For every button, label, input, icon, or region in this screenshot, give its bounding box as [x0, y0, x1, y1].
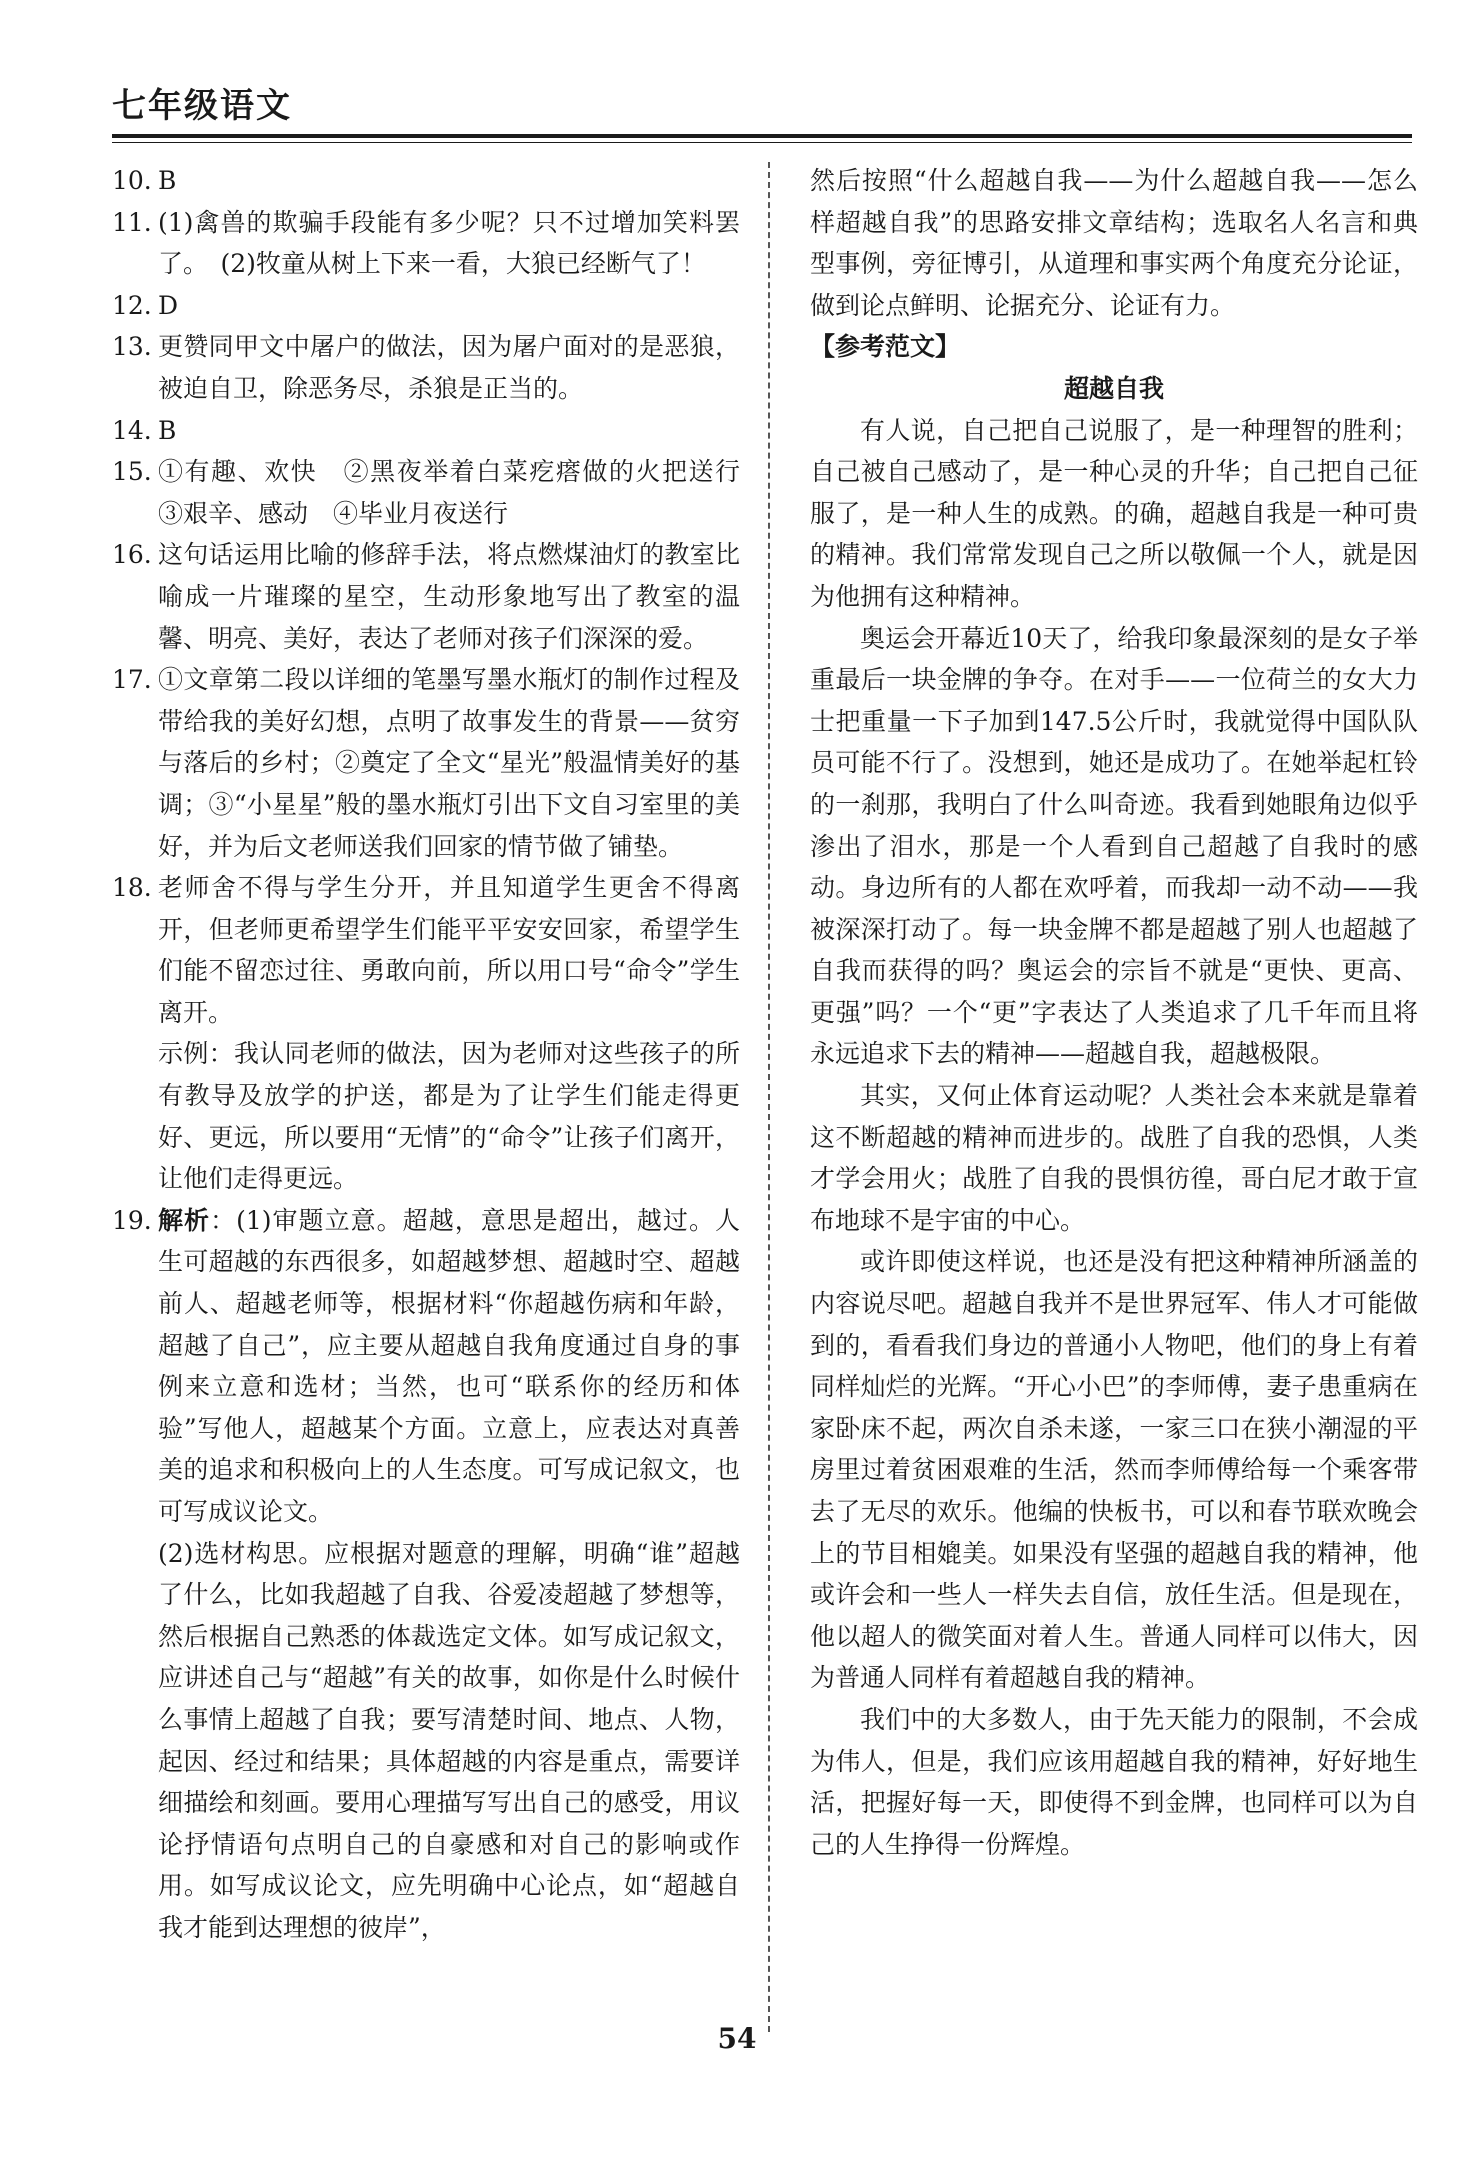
left-column: [112, 160, 766, 1949]
answer-18-example: 示例：我认同老师的做法，因为老师对这些孩子的所有教导及放学的护送，都是为了让学生们能走得更好、更远，所以要用“无情”的“命令”让孩子们离开，让他们走得更远。: [158, 1039, 740, 1194]
header-rule-thin: [112, 142, 1412, 143]
header-title: 七年级语文: [112, 86, 292, 126]
answer-number: 18.: [112, 873, 152, 903]
answer-text: 老师舍不得与学生分开，并且知道学生更舍不得离开，但老师更希望学生们能平平安安回家，希望学生们能不留恋过往、勇敢向前，所以用口号“命令”学生离开。: [158, 873, 740, 1027]
right-column: [810, 160, 1418, 1865]
answer-13: [112, 326, 740, 409]
essay-paragraph: 我们中的大多数人，由于先天能力的限制，不会成为伟人，但是，我们应该用超越自我的精神，好好地生活，把握好每一天，即使得不到金牌，也同样可以为自己的人生挣得一份辉煌。: [810, 1704, 1418, 1859]
answer-number: 11.: [112, 207, 152, 237]
answer-14: [112, 410, 740, 452]
answer-17: [112, 659, 740, 867]
essay-paragraph: 有人说，自己把自己说服了，是一种理智的胜利；自己被自己感动了，是一种心灵的升华；自己把自己征服了，是一种人生的成熟。的确，超越自我是一种可贵的精神。我们常常发现自己之所以敬佩一个人，就是因为他拥有这种精神。: [810, 415, 1418, 611]
analysis-part-1: ：(1)审题立意。超越，意思是超出，越过。人生可超越的东西很多，如超越梦想、超越时空、超越前人、超越老师等，根据材料“你超越伤病和年龄，超越了自己”，应主要从超越自我角度通过自身的事例来立意和选材；当然，也可“联系你的经历和体验”写他人，超越某个方面。立意上，应表达对真善美的追求和积极向上的人生态度。可写成记叙文，也可写成议论文。: [158, 1205, 740, 1526]
answer-number: 17.: [112, 665, 152, 695]
answer-number: 14.: [112, 415, 152, 445]
section-label: 【参考范文】: [810, 332, 961, 362]
page-number: 54: [717, 2022, 757, 2055]
answer-number: 16.: [112, 540, 152, 570]
answer-text: 更赞同甲文中屠户的做法，因为屠户面对的是恶狼，被迫自卫，除恶务尽，杀狼是正当的。: [158, 332, 740, 403]
answer-text: [158, 1200, 740, 1533]
page-header: [112, 84, 1408, 128]
analysis-label: 解析: [158, 1205, 211, 1235]
answer-text: (1)禽兽的欺骗手段能有多少呢？只不过增加笑料罢了。 (2)牧童从树上下来一看，大狼已经断气了！: [158, 207, 740, 279]
answer-15: [112, 451, 766, 534]
answer-text: ①文章第二段以详细的笔墨写墨水瓶灯的制作过程及带给我的美好幻想，点明了故事发生的背景——贫穷与落后的乡村；②奠定了全文“星光”般温情美好的基调；③“小星星”般的墨水瓶灯引出下文自习室里的美好，并为后文老师送我们回家的情节做了铺垫。: [158, 665, 740, 861]
header-rule-thick: [112, 134, 1412, 138]
answer-11: [112, 202, 740, 285]
answer-19: [112, 1200, 740, 1533]
answer-number: 19.: [112, 1205, 152, 1235]
answer-number: 13.: [112, 332, 152, 362]
answer-16: [112, 534, 740, 659]
essay-paragraph: 奥运会开幕近10天了，给我印象最深刻的是女子举重最后一块金牌的争夺。在对手——一位荷兰的女大力士把重量一下子加到147.5公斤时，我就觉得中国队队员可能不行了。没想到，她还是成功了。在她举起杠铃的一刹那，我明白了什么叫奇迹。我看到她眼角边似乎渗出了泪水，那是一个人看到自己超越了自我时的感动。身边所有的人都在欢呼着，而我却一动不动——我被深深打动了。每一块金牌不都是超越了别人也超越了自我而获得的吗？奥运会的宗旨不就是“更快、更高、更强”吗？一个“更”字表达了人类追求了几千年而且将永远追求下去的精神——超越自我，超越极限。: [810, 623, 1418, 1069]
answer-number: 12.: [112, 290, 152, 320]
essay-paragraph: 其实，又何止体育运动呢？人类社会本来就是靠着这不断超越的精神而进步的。战胜了自我的恐惧，人类才学会用火；战胜了自我的畏惧彷徨，哥白尼才敢于宣布地球不是宇宙的中心。: [810, 1081, 1418, 1235]
answer-10: [112, 160, 740, 202]
answer-text: D: [158, 290, 179, 320]
answer-text: 这句话运用比喻的修辞手法，将点燃煤油灯的教室比喻成一片璀璨的星空，生动形象地写出了教室的温馨、明亮、美好，表达了老师对孩子们深深的爱。: [158, 540, 740, 653]
answer-18: [112, 867, 740, 1033]
answer-text: ①有趣、欢快 ②黑夜举着白菜疙瘩做的火把送行 ③艰辛、感动 ④毕业月夜送行: [158, 457, 766, 528]
answer-text: B: [158, 415, 177, 445]
essay-paragraph: 或许即使这样说，也还是没有把这种精神所涵盖的内容说尽吧。超越自我并不是世界冠军、伟人才可能做到的，看看我们身边的普通小人物吧，他们的身上有着同样灿烂的光辉。“开心小巴”的李师傅，妻子患重病在家卧床不起，两次自杀未遂，一家三口在狭小潮湿的平房里过着贫困艰难的生活，然而李师傅给每一个乘客带去了无尽的欢乐。他编的快板书，可以和春节联欢晚会上的节目相媲美。如果没有坚强的超越自我的精神，他或许会和一些人一样失去自信，放任生活。但是现在，他以超人的微笑面对着人生。普通人同样可以伟大，因为普通人同样有着超越自我的精神。: [810, 1247, 1418, 1693]
analysis-part-2: (2)选材构思。应根据对题意的理解，明确“谁”超越了什么，比如我超越了自我、谷爱凌超越了梦想等，然后根据自己熟悉的体裁选定文体。如写成记叙文，应讲述自己与“超越”有关的故事，如你是什么时候什么事情上超越了自我；要写清楚时间、地点、人物，起因、经过和结果；具体超越的内容是重点，需要详细描绘和刻画。要用心理描写写出自己的感受，用议论抒情语句点明自己的自豪感和对自己的影响或作用。如写成议论文，应先明确中心论点，如“超越自我才能到达理想的彼岸”，: [158, 1538, 740, 1942]
essay-title: 超越自我: [1063, 373, 1164, 403]
answer-text: B: [158, 166, 177, 195]
analysis-continuation: 然后按照“什么超越自我——为什么超越自我——怎么样超越自我”的思路安排文章结构；选取名人名言和典型事例，旁征博引，从道理和事实两个角度充分论证，做到论点鲜明、论据充分、论证有力。: [810, 166, 1418, 320]
answer-number: 10.: [112, 166, 152, 195]
answer-number: 15.: [112, 457, 152, 487]
answer-12: [112, 285, 740, 327]
column-divider: [768, 162, 770, 2032]
